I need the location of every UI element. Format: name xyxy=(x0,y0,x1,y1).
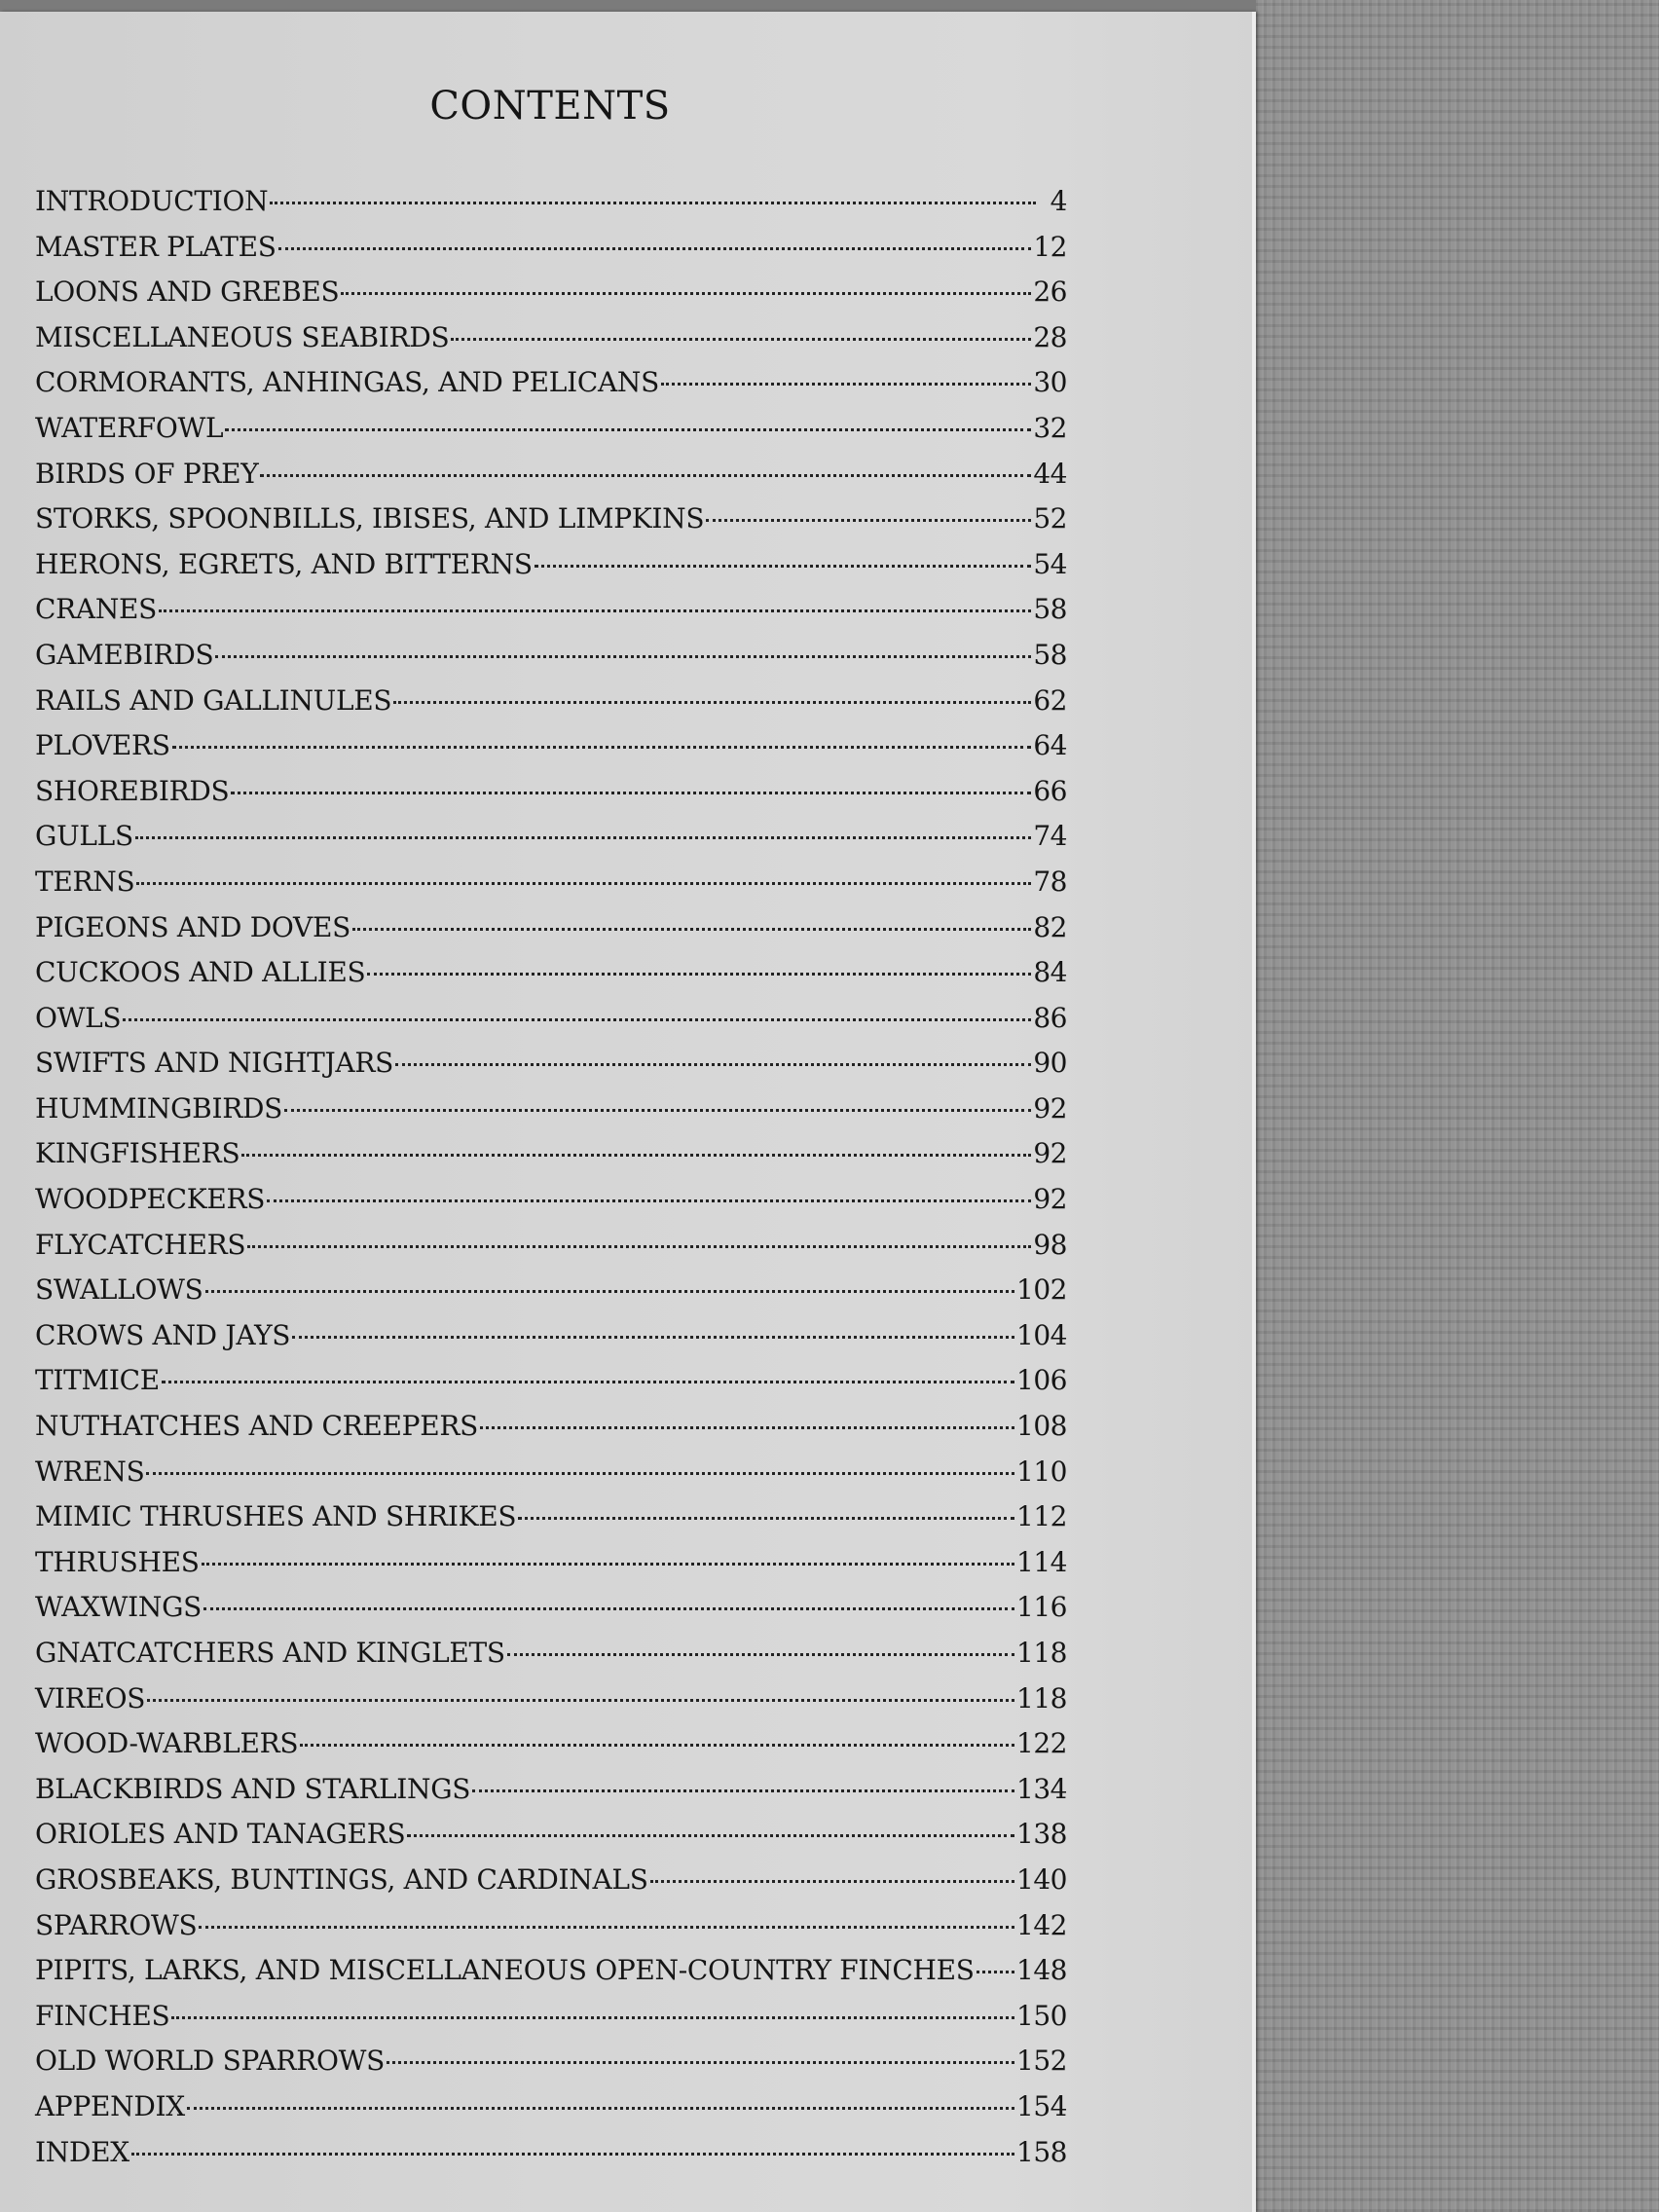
table-of-contents xyxy=(35,185,1067,2181)
toc-entry-page-number: 118 xyxy=(1016,1681,1067,1714)
toc-entry-page-number: 66 xyxy=(1033,774,1067,807)
toc-entry-page-number: 104 xyxy=(1016,1318,1067,1351)
toc-entry-title: NUTHATCHES AND CREEPERS xyxy=(35,1410,479,1443)
dot-leader xyxy=(300,1743,1014,1747)
toc-entry-page-number: 154 xyxy=(1016,2089,1067,2122)
toc-entry-title: OLD WORLD SPARROWS xyxy=(35,2045,386,2078)
toc-entry-title: GROSBEAKS, BUNTINGS, AND CARDINALS xyxy=(35,1862,648,1896)
dot-leader xyxy=(284,1108,1031,1112)
toc-entry-title: INTRODUCTION xyxy=(35,185,269,217)
toc-entry xyxy=(35,775,1067,821)
toc-entry-page-number: 86 xyxy=(1033,1001,1067,1034)
dot-leader xyxy=(267,1198,1031,1202)
toc-entry-title: PIGEONS AND DOVES xyxy=(35,910,350,943)
toc-entry-title: GULLS xyxy=(35,820,133,853)
toc-entry-title: WOODPECKERS xyxy=(35,1183,266,1216)
toc-entry xyxy=(35,1137,1067,1183)
toc-entry-title: CRANES xyxy=(35,593,158,626)
toc-entry xyxy=(35,1863,1067,1909)
toc-entry-title: APPENDIX xyxy=(35,2089,185,2122)
toc-entry-title: SPARROWS xyxy=(35,1908,198,1941)
toc-entry xyxy=(35,1954,1067,2000)
toc-entry-page-number: 106 xyxy=(1016,1364,1067,1397)
toc-entry-title: MIMIC THRUSHES AND SHRIKES xyxy=(35,1500,517,1533)
toc-entry-page-number: 102 xyxy=(1016,1273,1067,1307)
toc-entry-page-number: 90 xyxy=(1033,1047,1067,1080)
dot-leader xyxy=(451,337,1031,341)
toc-entry-title: LOONS AND GREBES xyxy=(35,276,340,309)
toc-entry-page-number: 158 xyxy=(1016,2135,1067,2168)
toc-entry xyxy=(35,1047,1067,1092)
toc-entry xyxy=(35,911,1067,957)
toc-entry-page-number: 118 xyxy=(1016,1637,1067,1669)
toc-entry-title: SWALLOWS xyxy=(35,1273,203,1307)
dot-leader xyxy=(123,1017,1031,1021)
dot-leader xyxy=(171,2015,1014,2019)
toc-entry-page-number: 32 xyxy=(1033,411,1067,444)
dot-leader xyxy=(367,972,1031,976)
toc-entry-title: WATERFOWL xyxy=(35,411,224,444)
toc-entry-page-number: 62 xyxy=(1033,683,1067,717)
toc-entry xyxy=(35,729,1067,775)
toc-entry-title: GNATCATCHERS AND KINGLETS xyxy=(35,1637,505,1669)
dot-leader xyxy=(231,791,1031,794)
toc-entry-page-number: 108 xyxy=(1016,1410,1067,1443)
toc-entry xyxy=(35,1818,1067,1863)
toc-entry xyxy=(35,412,1067,458)
toc-entry-title: ORIOLES AND TANAGERS xyxy=(35,1818,406,1851)
dot-leader xyxy=(215,654,1031,658)
toc-entry xyxy=(35,1727,1067,1773)
toc-entry xyxy=(35,2090,1067,2136)
toc-entry xyxy=(35,321,1067,367)
toc-entry-page-number: 58 xyxy=(1033,593,1067,626)
dot-leader xyxy=(977,1970,1014,1973)
toc-entry-title: BLACKBIRDS AND STARLINGS xyxy=(35,1772,471,1805)
toc-entry-page-number: 82 xyxy=(1033,910,1067,943)
toc-entry-title: HUMMINGBIRDS xyxy=(35,1091,283,1124)
dot-leader xyxy=(199,1925,1014,1929)
toc-entry xyxy=(35,2000,1067,2046)
toc-entry-title: VIREOS xyxy=(35,1681,146,1714)
toc-entry xyxy=(35,866,1067,911)
toc-entry-title: STORKS, SPOONBILLS, IBISES, AND LIMPKINS xyxy=(35,502,705,535)
toc-entry-title: PLOVERS xyxy=(35,729,170,762)
toc-entry xyxy=(35,548,1067,594)
dot-leader xyxy=(147,1698,1014,1702)
toc-entry xyxy=(35,639,1067,684)
toc-entry xyxy=(35,1773,1067,1819)
toc-entry-page-number: 44 xyxy=(1033,457,1067,490)
toc-entry-page-number: 4 xyxy=(1050,185,1067,217)
toc-entry-page-number: 52 xyxy=(1033,502,1067,535)
dot-leader xyxy=(260,473,1031,477)
toc-entry xyxy=(35,1273,1067,1319)
dot-leader xyxy=(205,1289,1015,1293)
toc-entry xyxy=(35,1183,1067,1229)
toc-entry xyxy=(35,820,1067,866)
book-page xyxy=(0,12,1256,2212)
toc-entry-title: WAXWINGS xyxy=(35,1591,203,1624)
dot-leader xyxy=(136,881,1031,885)
dot-leader xyxy=(292,1335,1014,1339)
toc-entry-page-number: 54 xyxy=(1033,547,1067,580)
toc-entry-page-number: 92 xyxy=(1033,1183,1067,1216)
dot-leader xyxy=(341,291,1031,295)
toc-entry xyxy=(35,231,1067,276)
toc-entry-page-number: 110 xyxy=(1016,1455,1067,1488)
toc-entry xyxy=(35,1637,1067,1682)
toc-entry xyxy=(35,1500,1067,1546)
toc-entry-title: RAILS AND GALLINULES xyxy=(35,683,392,717)
toc-entry-title: KINGFISHERS xyxy=(35,1137,240,1170)
page-edge xyxy=(1252,12,1256,2212)
toc-entry xyxy=(35,1546,1067,1592)
toc-entry-title: WOOD-WARBLERS xyxy=(35,1727,299,1760)
toc-entry xyxy=(35,2045,1067,2090)
dot-leader xyxy=(352,927,1031,931)
toc-entry-title: MASTER PLATES xyxy=(35,230,276,263)
toc-entry-page-number: 78 xyxy=(1033,865,1067,898)
toc-entry xyxy=(35,1364,1067,1410)
toc-entry xyxy=(35,458,1067,503)
toc-entry-title: PIPITS, LARKS, AND MISCELLANEOUS OPEN-COUNTRY FINCHES xyxy=(35,1954,975,1987)
dot-leader xyxy=(131,2152,1014,2156)
dot-leader xyxy=(270,201,1036,204)
toc-entry-page-number: 112 xyxy=(1016,1500,1067,1533)
dot-leader xyxy=(159,608,1031,612)
dot-leader xyxy=(650,1879,1014,1883)
dot-leader xyxy=(661,382,1031,386)
dot-leader xyxy=(407,1833,1014,1837)
dot-leader xyxy=(507,1652,1014,1656)
toc-entry-page-number: 134 xyxy=(1016,1772,1067,1805)
toc-entry-page-number: 116 xyxy=(1016,1591,1067,1624)
toc-entry-title: SWIFTS AND NIGHTJARS xyxy=(35,1047,394,1080)
dot-leader xyxy=(387,2060,1014,2064)
dot-leader xyxy=(518,1516,1014,1520)
toc-entry-title: TERNS xyxy=(35,865,135,898)
toc-entry-page-number: 142 xyxy=(1016,1908,1067,1941)
toc-entry-page-number: 26 xyxy=(1033,276,1067,309)
toc-entry-page-number: 114 xyxy=(1016,1545,1067,1578)
toc-entry xyxy=(35,1229,1067,1274)
toc-entry-title: MISCELLANEOUS SEABIRDS xyxy=(35,320,450,353)
toc-entry-page-number: 30 xyxy=(1033,366,1067,399)
toc-entry-page-number: 74 xyxy=(1033,820,1067,853)
dot-leader xyxy=(241,1153,1031,1157)
dot-leader xyxy=(706,518,1031,522)
dot-leader xyxy=(146,1471,1014,1475)
toc-entry-title: CUCKOOS AND ALLIES xyxy=(35,956,366,989)
toc-entry xyxy=(35,956,1067,1002)
toc-entry-title: GAMEBIRDS xyxy=(35,638,214,671)
toc-entry-page-number: 148 xyxy=(1016,1954,1067,1987)
toc-entry-page-number: 122 xyxy=(1016,1727,1067,1760)
dot-leader xyxy=(480,1425,1014,1429)
dot-leader xyxy=(203,1606,1014,1610)
toc-entry-title: CROWS AND JAYS xyxy=(35,1318,291,1351)
toc-entry-page-number: 152 xyxy=(1016,2045,1067,2078)
dot-leader xyxy=(395,1062,1031,1066)
dot-leader xyxy=(172,745,1032,749)
toc-entry xyxy=(35,1456,1067,1501)
dot-leader xyxy=(535,564,1032,568)
toc-entry xyxy=(35,1410,1067,1456)
toc-entry-page-number: 138 xyxy=(1016,1818,1067,1851)
toc-entry-title: THRUSHES xyxy=(35,1545,200,1578)
dot-leader xyxy=(247,1244,1031,1248)
toc-entry-title: BIRDS OF PREY xyxy=(35,457,259,490)
toc-entry xyxy=(35,2136,1067,2182)
dot-leader xyxy=(187,2106,1014,2110)
dot-leader xyxy=(225,427,1031,431)
dot-leader xyxy=(393,700,1031,704)
toc-entry-title: FINCHES xyxy=(35,1999,170,2032)
dot-leader xyxy=(162,1380,1014,1383)
toc-entry xyxy=(35,1092,1067,1138)
toc-entry-page-number: 92 xyxy=(1033,1091,1067,1124)
toc-entry-page-number: 28 xyxy=(1033,320,1067,353)
toc-entry-page-number: 150 xyxy=(1016,1999,1067,2032)
toc-entry xyxy=(35,276,1067,321)
toc-entry-title: INDEX xyxy=(35,2135,129,2168)
toc-entry-title: SHOREBIRDS xyxy=(35,774,230,807)
toc-entry-page-number: 84 xyxy=(1033,956,1067,989)
toc-entry-title: WRENS xyxy=(35,1455,145,1488)
toc-entry-page-number: 58 xyxy=(1033,638,1067,671)
dot-leader xyxy=(278,246,1032,250)
toc-entry xyxy=(35,593,1067,639)
toc-entry xyxy=(35,366,1067,412)
dot-leader xyxy=(135,835,1032,839)
toc-entry-title: OWLS xyxy=(35,1001,122,1034)
toc-entry-page-number: 140 xyxy=(1016,1862,1067,1896)
dot-leader xyxy=(202,1562,1014,1566)
toc-entry-page-number: 12 xyxy=(1033,230,1067,263)
toc-entry xyxy=(35,1591,1067,1637)
toc-entry xyxy=(35,502,1067,548)
toc-entry-title: FLYCATCHERS xyxy=(35,1228,246,1261)
toc-entry-page-number: 64 xyxy=(1033,729,1067,762)
page-title: CONTENTS xyxy=(429,84,671,129)
toc-entry xyxy=(35,185,1067,231)
toc-entry xyxy=(35,1002,1067,1048)
toc-entry xyxy=(35,684,1067,730)
toc-entry-title: TITMICE xyxy=(35,1364,160,1397)
toc-entry xyxy=(35,1909,1067,1955)
toc-entry-title: HERONS, EGRETS, AND BITTERNS xyxy=(35,547,533,580)
toc-entry xyxy=(35,1682,1067,1728)
toc-entry-page-number: 98 xyxy=(1033,1228,1067,1261)
dot-leader xyxy=(472,1788,1014,1792)
toc-entry-title: CORMORANTS, ANHINGAS, AND PELICANS xyxy=(35,366,659,399)
toc-entry-page-number: 92 xyxy=(1033,1137,1067,1170)
toc-entry xyxy=(35,1319,1067,1365)
